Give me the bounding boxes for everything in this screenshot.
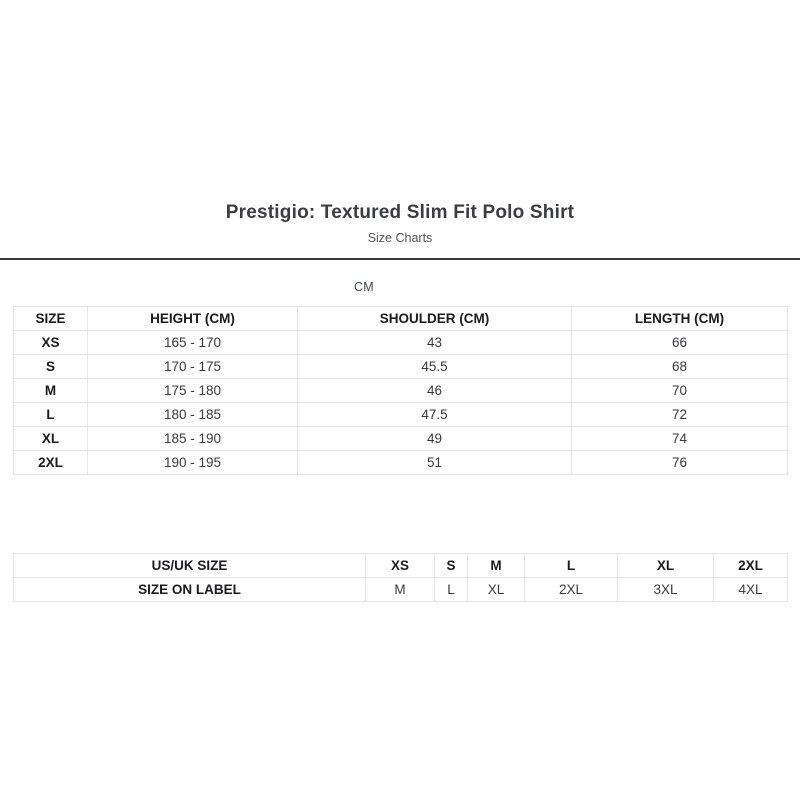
shoulder-cell: 51 — [298, 451, 572, 475]
us-uk-size-cell: XL — [618, 554, 714, 578]
header-divider — [0, 258, 800, 260]
height-cell: 185 - 190 — [88, 427, 298, 451]
us-uk-size-cell: M — [468, 554, 525, 578]
label-size-cell: 2XL — [525, 578, 618, 602]
height-cell: 165 - 170 — [88, 331, 298, 355]
table-row — [14, 355, 788, 379]
header-size: SIZE — [14, 307, 88, 331]
us-uk-size-row — [14, 554, 788, 578]
length-cell: 70 — [572, 379, 788, 403]
page-title: Prestigio: Textured Slim Fit Polo Shirt — [225, 202, 575, 223]
table-row — [14, 451, 788, 475]
page-subtitle: Size Charts — [367, 231, 433, 245]
size-cell: XS — [14, 331, 88, 355]
us-uk-size-cell: L — [525, 554, 618, 578]
measurement-header-row — [14, 307, 788, 331]
us-uk-size-cell: 2XL — [714, 554, 788, 578]
size-cell: L — [14, 403, 88, 427]
label-size-cell: 4XL — [714, 578, 788, 602]
size-cell: XL — [14, 427, 88, 451]
label-size-cell: 3XL — [618, 578, 714, 602]
length-cell: 76 — [572, 451, 788, 475]
length-cell: 72 — [572, 403, 788, 427]
size-cell: S — [14, 355, 88, 379]
size-cell: M — [14, 379, 88, 403]
size-conversion-table — [13, 553, 788, 602]
length-cell: 66 — [572, 331, 788, 355]
size-cell: 2XL — [14, 451, 88, 475]
label-size-cell: XL — [468, 578, 525, 602]
header-length: LENGTH (CM) — [572, 307, 788, 331]
shoulder-cell: 46 — [298, 379, 572, 403]
header-height: HEIGHT (CM) — [88, 307, 298, 331]
shoulder-cell: 47.5 — [298, 403, 572, 427]
row-label: SIZE ON LABEL — [14, 578, 366, 602]
unit-label-cm: CM — [353, 280, 375, 294]
length-cell: 74 — [572, 427, 788, 451]
us-uk-size-cell: S — [435, 554, 468, 578]
shoulder-cell: 43 — [298, 331, 572, 355]
height-cell: 180 - 185 — [88, 403, 298, 427]
table-row — [14, 427, 788, 451]
us-uk-size-cell: XS — [366, 554, 435, 578]
label-size-cell: L — [435, 578, 468, 602]
size-on-label-row — [14, 578, 788, 602]
height-cell: 190 - 195 — [88, 451, 298, 475]
shoulder-cell: 45.5 — [298, 355, 572, 379]
header-shoulder: SHOULDER (CM) — [298, 307, 572, 331]
table-row — [14, 331, 788, 355]
row-label: US/UK SIZE — [14, 554, 366, 578]
table-row — [14, 403, 788, 427]
table-row — [14, 379, 788, 403]
measurement-table — [13, 306, 788, 475]
shoulder-cell: 49 — [298, 427, 572, 451]
label-size-cell: M — [366, 578, 435, 602]
length-cell: 68 — [572, 355, 788, 379]
height-cell: 170 - 175 — [88, 355, 298, 379]
height-cell: 175 - 180 — [88, 379, 298, 403]
